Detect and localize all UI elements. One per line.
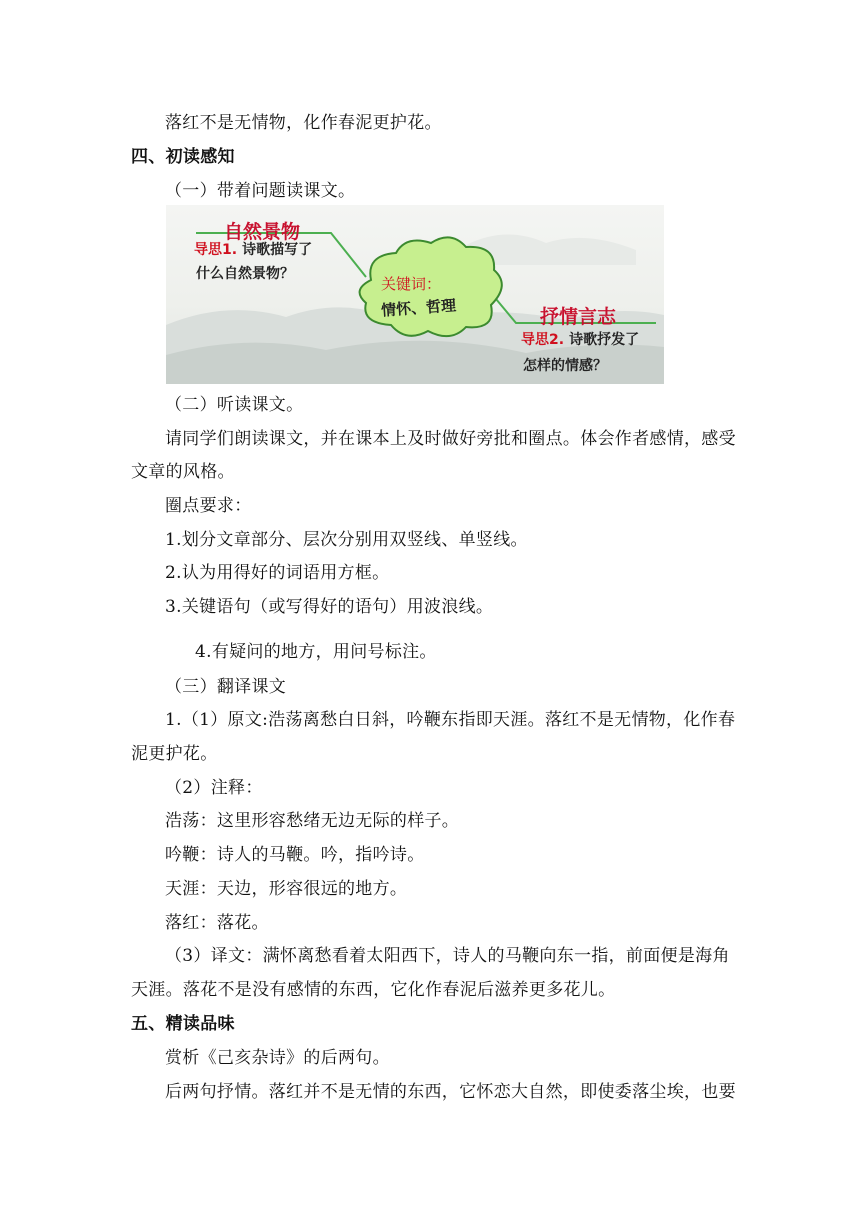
question-1-text-b: 什么自然景物？	[196, 266, 294, 282]
question-1-label: 导思1.	[194, 242, 238, 258]
question-2-text-b: 怎样的情感？	[523, 358, 607, 374]
mind-map-illustration	[166, 205, 664, 384]
paragraph-line: 请同学们朗读课文，并在课本上及时做好旁批和圈点。体会作者感情，感受	[165, 429, 736, 449]
note-item: 天涯：天边，形容很远的地方。	[165, 879, 408, 899]
requirement-item: 2.认为用得好的词语用方框。	[165, 563, 390, 583]
note-item: 落红：落花。	[165, 913, 269, 933]
cloud-keyword-text: 情怀、哲理	[380, 296, 457, 320]
requirement-item: 4.有疑问的地方，用问号标注。	[195, 642, 437, 662]
analysis-text: 后两句抒情。落红并不是无情的东西，它怀恋大自然，即使委落尘埃，也要	[165, 1082, 736, 1102]
natural-scenery-title: 自然景物	[224, 221, 301, 243]
requirement-item: 3.关键语句（或写得好的语句）用波浪线。	[165, 597, 494, 617]
translation-text: （3）译文：满怀离愁看着太阳西下，诗人的马鞭向东一指，前面便是海角	[165, 946, 730, 966]
question-1-text-a: 诗歌描写了	[242, 242, 313, 258]
translation-line: 1.（1）原文:浩荡离愁白日斜，吟鞭东指即天涯。落红不是无情物，化作春	[165, 710, 736, 730]
section-heading-5: 五、精读品味	[131, 1014, 235, 1034]
note-item: 浩荡：这里形容愁绪无边无际的样子。	[165, 811, 460, 831]
express-emotion-title: 抒情言志	[540, 306, 617, 328]
question-1	[194, 239, 312, 259]
analysis-prompt: 赏析《己亥杂诗》的后两句。	[165, 1048, 390, 1068]
paragraph-line: 文章的风格。	[131, 462, 235, 482]
section-heading-4: 四、初读感知	[131, 147, 235, 167]
note-item: 吟鞭：诗人的马鞭。吟，指吟诗。	[165, 845, 425, 865]
question-2	[521, 329, 639, 349]
subsection-3: （三）翻译课文	[165, 677, 287, 697]
question-2-label: 导思2.	[521, 332, 565, 348]
poem-line: 落红不是无情物，化作春泥更护花。	[165, 113, 442, 133]
requirement-item: 1.划分文章部分、层次分别用双竖线、单竖线。	[165, 530, 528, 550]
translation-text: 天涯。落花不是没有感情的东西，它化作春泥后滋养更多花儿。	[131, 980, 616, 1000]
subsection-1: （一）带着问题读课文。	[165, 181, 356, 201]
notes-label: （2）注释：	[165, 778, 263, 798]
cloud-keyword-title: 关键词：	[381, 275, 442, 293]
question-2-text-a: 诗歌抒发了	[569, 332, 640, 348]
requirements-label: 圈点要求：	[165, 496, 252, 516]
translation-line: 泥更护花。	[131, 744, 218, 764]
subsection-2: （二）听读课文。	[165, 395, 304, 415]
